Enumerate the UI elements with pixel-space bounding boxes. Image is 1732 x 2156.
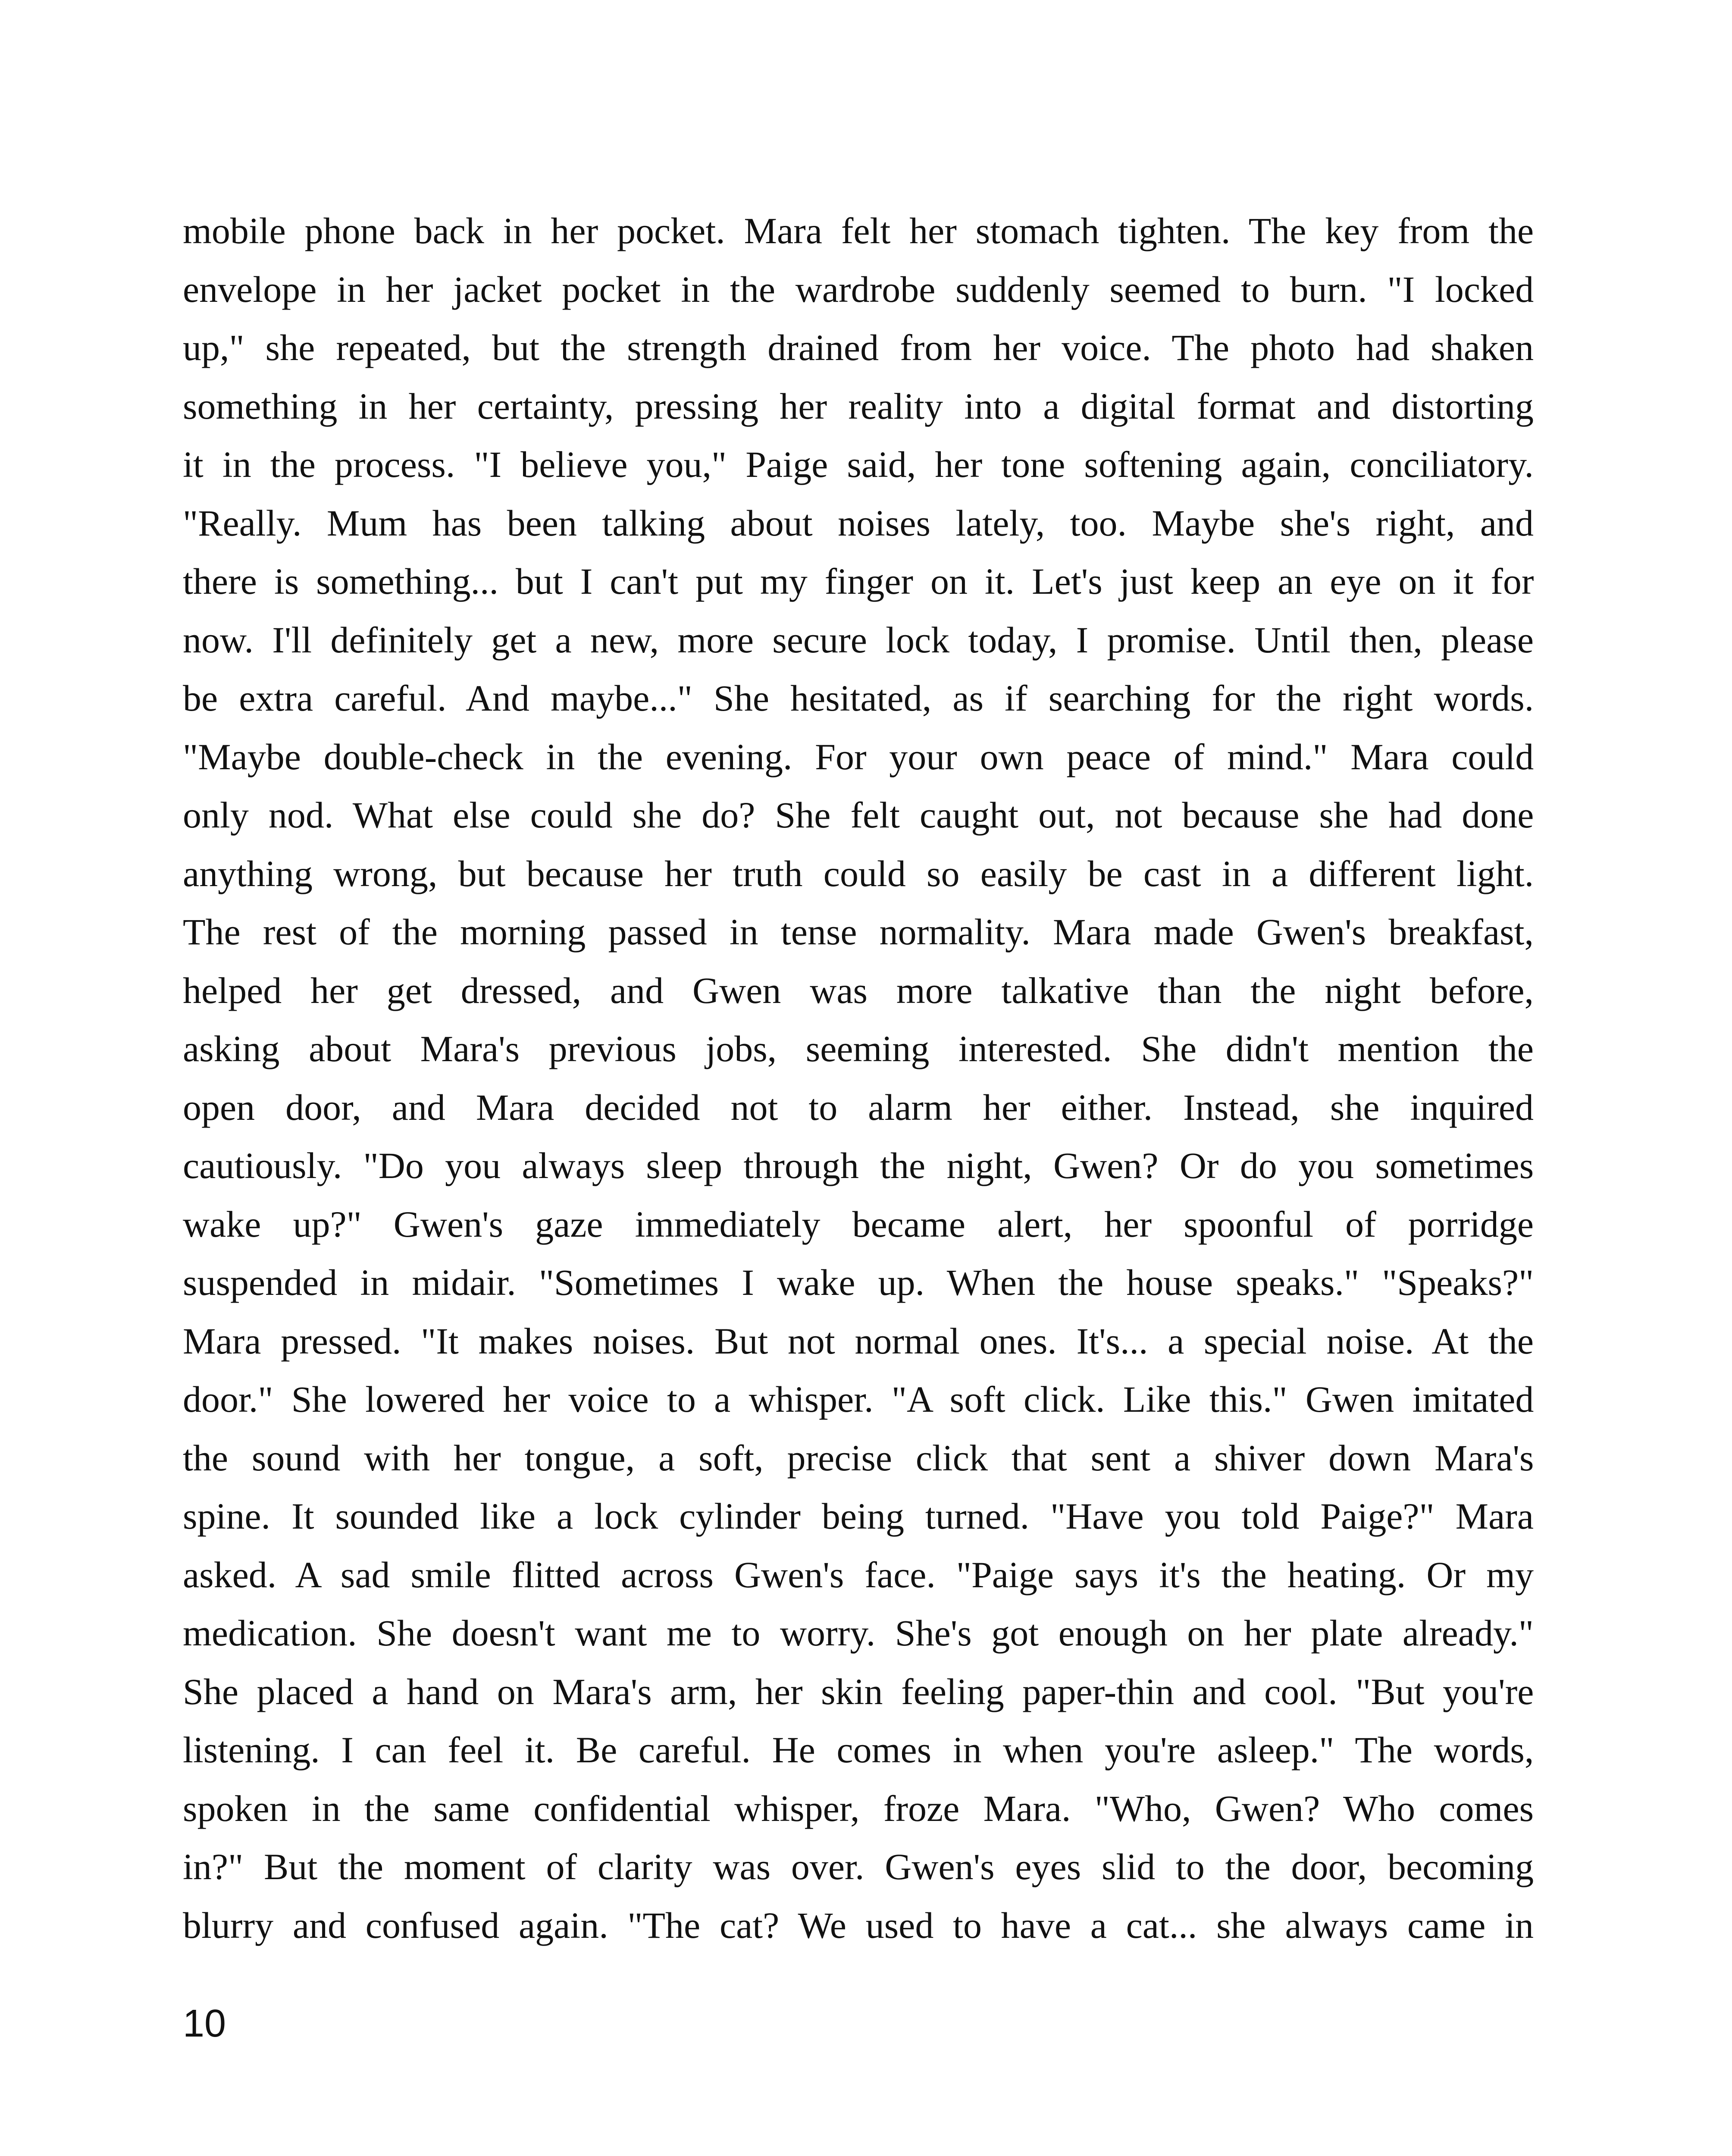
text-line: asked. A sad smile flitted across Gwen's face. "Paige says it's the heating. Or my xyxy=(183,1554,1534,1595)
text-line: only nod. What else could she do? She felt caught out, not because she had done xyxy=(183,794,1534,836)
text-line: it in the process. "I believe you," Paige said, her tone softening again, conciliatory. xyxy=(183,444,1534,485)
text-line: wake up?" Gwen's gaze immediately became alert, her spoonful of porridge xyxy=(183,1203,1534,1245)
text-line: asking about Mara's previous jobs, seeming interested. She didn't mention the xyxy=(183,1028,1534,1069)
text-line: envelope in her jacket pocket in the wardrobe suddenly seemed to burn. "I locked xyxy=(183,268,1534,310)
text-line: listening. I can feel it. Be careful. He comes in when you're asleep." The words, xyxy=(183,1729,1534,1771)
text-line: cautiously. "Do you always sleep through the night, Gwen? Or do you sometimes xyxy=(183,1145,1534,1186)
text-line: there is something... but I can't put my finger on it. Let's just keep an eye on it for xyxy=(183,561,1534,602)
text-line: up," she repeated, but the strength drained from her voice. The photo had shaken xyxy=(183,327,1534,368)
text-line: spine. It sounded like a lock cylinder being turned. "Have you told Paige?" Mara xyxy=(183,1495,1534,1537)
text-line: mobile phone back in her pocket. Mara felt her stomach tighten. The key from the xyxy=(183,210,1534,251)
text-line: "Really. Mum has been talking about noises lately, too. Maybe she's right, and xyxy=(183,502,1534,544)
text-line: She placed a hand on Mara's arm, her skin feeling paper-thin and cool. "But you're xyxy=(183,1670,1534,1712)
text-line: open door, and Mara decided not to alarm her either. Instead, she inquired xyxy=(183,1086,1534,1128)
body-paragraph xyxy=(183,202,1534,1955)
text-line: anything wrong, but because her truth could so easily be cast in a different light. xyxy=(183,852,1534,894)
page-number: 10 xyxy=(183,2002,226,2045)
text-line: The rest of the morning passed in tense normality. Mara made Gwen's breakfast, xyxy=(183,911,1534,953)
text-line: blurry and confused again. "The cat? We used to have a cat... she always came in xyxy=(183,1904,1534,1946)
text-line: something in her certainty, pressing her reality into a digital format and distorting xyxy=(183,385,1534,427)
text-line: be extra careful. And maybe..." She hesitated, as if searching for the right words. xyxy=(183,677,1534,719)
text-line: medication. She doesn't want me to worry. She's got enough on her plate already." xyxy=(183,1612,1534,1654)
text-line: in?" But the moment of clarity was over. Gwen's eyes slid to the door, becoming xyxy=(183,1846,1534,1887)
text-line: suspended in midair. "Sometimes I wake up. When the house speaks." "Speaks?" xyxy=(183,1262,1534,1303)
text-line: the sound with her tongue, a soft, precise click that sent a shiver down Mara's xyxy=(183,1437,1534,1479)
text-line: door." She lowered her voice to a whisper. "A soft click. Like this." Gwen imitated xyxy=(183,1379,1534,1420)
text-line: "Maybe double-check in the evening. For your own peace of mind." Mara could xyxy=(183,736,1534,777)
text-line: now. I'll definitely get a new, more secure lock today, I promise. Until then, please xyxy=(183,619,1534,661)
text-line: Mara pressed. "It makes noises. But not normal ones. It's... a special noise. At the xyxy=(183,1320,1534,1362)
text-line: spoken in the same confidential whisper, froze Mara. "Who, Gwen? Who comes xyxy=(183,1787,1534,1829)
text-line: helped her get dressed, and Gwen was more talkative than the night before, xyxy=(183,969,1534,1011)
